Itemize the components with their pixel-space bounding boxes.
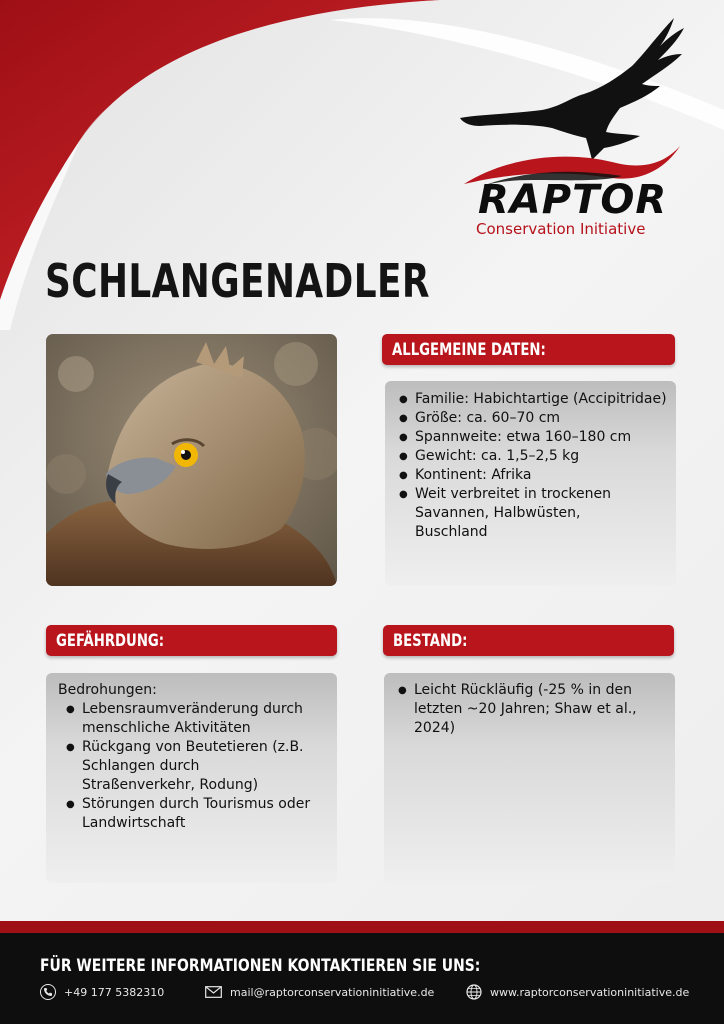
- list-item: ● Lebensraumveränderung durch menschliche Aktivitäten: [64, 700, 314, 738]
- card-bestand: [384, 673, 675, 883]
- list-allgemeine: [397, 390, 669, 542]
- list-item: ● Größe: ca. 60–70 cm: [397, 409, 669, 428]
- page-title: SCHLANGENADLER: [45, 254, 430, 308]
- footer: [0, 933, 724, 1024]
- globe-icon: [466, 984, 482, 1000]
- email-address: mail@raptorconservationinitiative.de: [230, 985, 435, 999]
- list-item: ● Familie: Habichtartige (Accipitridae): [397, 390, 669, 409]
- card-gefaehrdung: [46, 673, 337, 883]
- card-allgemeine: [385, 381, 676, 586]
- eagle-photo: [46, 334, 337, 586]
- list-item: ● Kontinent: Afrika: [397, 466, 669, 485]
- section-header-bestand: [383, 625, 674, 656]
- envelope-icon: [205, 986, 222, 998]
- brand-name: RAPTOR: [478, 177, 668, 223]
- footer-stripe: [0, 921, 724, 933]
- section-header-bestand-label: BESTAND:: [393, 631, 468, 651]
- threats-lead: Bedrohungen:: [58, 682, 157, 698]
- phone-icon: [40, 984, 56, 1000]
- section-header-gefaehrdung: [46, 625, 337, 656]
- contact-website[interactable]: [466, 982, 689, 1002]
- brand-wordmark: [476, 177, 678, 238]
- list-item: ● Spannweite: etwa 160–180 cm: [397, 428, 669, 447]
- footer-title: FÜR WEITERE INFORMATIONEN KONTAKTIEREN SIE UNS:: [40, 956, 481, 976]
- section-header-allgemeine-label: ALLGEMEINE DATEN:: [392, 340, 546, 360]
- phone-number: +49 177 5382310: [64, 985, 165, 999]
- brand-subtitle: Conservation Initiative: [476, 220, 646, 238]
- section-header-gefaehrdung-label: GEFÄHRDUNG:: [56, 631, 165, 651]
- list-bestand: [396, 681, 654, 738]
- contact-email[interactable]: [205, 982, 434, 1002]
- section-header-allgemeine: [382, 334, 675, 365]
- list-item: ● Rückgang von Beutetieren (z.B. Schlangen durch Straßenverkehr, Rodung): [64, 738, 314, 795]
- list-gefaehrdung: [64, 700, 322, 833]
- website-url: www.raptorconservationinitiative.de: [490, 985, 690, 999]
- list-item: ● Leicht Rückläufig (-25 % in den letzten ~20 Jahren; Shaw et al., 2024): [396, 681, 654, 738]
- list-item: ● Weit verbreitet in trockenen Savannen, Halbwüsten, Buschland: [397, 485, 655, 542]
- list-item: ● Gewicht: ca. 1,5–2,5 kg: [397, 447, 669, 466]
- contact-phone[interactable]: [40, 982, 164, 1002]
- list-item: ● Störungen durch Tourismus oder Landwirtschaft: [64, 795, 314, 833]
